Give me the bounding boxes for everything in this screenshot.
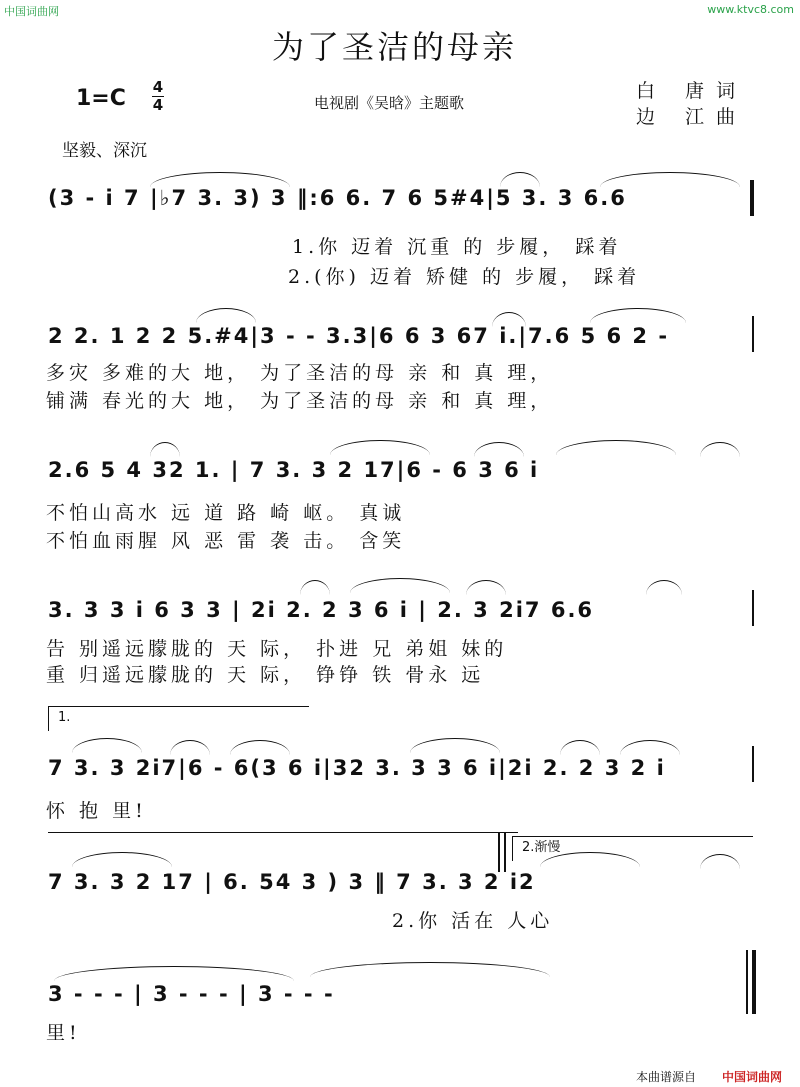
score-line-4-verse-1: 告 别遥远朦胧的 天 际， 扑进 兄 弟姐 妹的	[46, 638, 508, 660]
score-line-4-verse-2: 重 归遥远朦胧的 天 际， 铮铮 铁 骨永 远	[46, 664, 485, 686]
score-line-1-verse-1: 1.你 迈着 沉重 的 步履， 踩着	[292, 236, 622, 258]
score-line-3-verse-1: 不怕山高水 远 道 路 崎 岖。 真诚	[46, 502, 406, 524]
slur	[590, 308, 686, 323]
score-line-1-notes: (3 - i 7 |♭7 3. 3) 3 ‖:6 6. 7 6 5#4|5 3. 3 6.6	[48, 186, 627, 210]
final-barline-thick	[752, 950, 756, 1014]
score-line-7-notes: 3 - - - | 3 - - - | 3 - - -	[48, 982, 335, 1006]
barline	[498, 832, 500, 872]
meter-top: 4	[152, 78, 164, 96]
score-line-2-verse-2: 铺满 春光的大 地， 为了圣洁的母 亲 和 真 理，	[46, 390, 554, 412]
score-line-2-verse-1: 多灾 多难的大 地， 为了圣洁的母 亲 和 真 理，	[46, 362, 554, 384]
song-title: 为了圣洁的母亲	[272, 28, 518, 66]
subtitle: 电视剧《吴晗》主题歌	[314, 94, 465, 112]
slur	[556, 440, 676, 455]
slur	[72, 738, 142, 753]
barline	[750, 180, 754, 216]
volta-2-label: 2.渐慢	[522, 840, 561, 855]
tempo-marking: 坚毅、深沉	[62, 141, 147, 161]
time-signature	[152, 80, 164, 113]
slur	[492, 312, 526, 327]
barline	[504, 832, 506, 872]
slur	[230, 740, 290, 755]
slur	[500, 172, 540, 187]
lyricist-credit: 白 唐词	[636, 80, 748, 102]
score-line-6-notes: 7 3. 3 2 17 | 6. 54 3 ) 3 ‖ 7 3. 3 2 i2	[48, 870, 536, 894]
score-line-6-lyric: 2.你 活在 人心	[392, 910, 554, 932]
barline	[752, 590, 754, 626]
barline	[752, 746, 754, 782]
volta-end-line	[48, 832, 518, 833]
slur	[150, 172, 290, 187]
score-line-3-notes: 2.6 5 4 32 1. | 7 3. 3 2 17|6 - 6 3 6 i	[48, 458, 540, 482]
tie	[310, 962, 550, 977]
score-line-2-notes: 2 2. 1 2 2 5.#4|3 - - 3.3|6 6 3 67 i.|7.6 5 6 2 -	[48, 324, 670, 348]
volta-1-label: 1.	[58, 710, 71, 725]
slur	[72, 852, 172, 867]
slur	[150, 442, 180, 457]
score-line-5-lyric: 怀 抱 里!	[46, 800, 147, 822]
slur	[700, 442, 740, 457]
watermark-site-logo: 中国词曲网	[722, 1070, 783, 1084]
score-line-3-verse-2: 不怕血雨腥 风 恶 雷 袭 击。 含笑	[46, 530, 406, 552]
slur	[330, 440, 430, 455]
meter-bottom: 4	[152, 96, 164, 114]
watermark-source-label: 本曲谱源自	[636, 1070, 697, 1084]
slur	[350, 578, 450, 593]
score-line-1-verse-2: 2.(你) 迈着 矫健 的 步履， 踩着	[288, 266, 641, 288]
composer-credit: 边 江曲	[636, 106, 748, 128]
slur	[170, 740, 210, 755]
barline	[752, 316, 754, 352]
key-signature: 1=C	[76, 86, 126, 111]
slur	[474, 442, 524, 457]
score-line-4-notes: 3. 3 3 i 6 3 3 | 2i 2. 2 3 6 i | 2. 3 2i7 6.6	[48, 598, 595, 622]
final-barline-thin	[746, 950, 748, 1014]
score-line-5-notes: 7 3. 3 2i7|6 - 6(3 6 i|32 3. 3 3 6 i|2i 2. 2 3 2 i	[48, 756, 666, 780]
slur	[466, 580, 506, 595]
slur	[300, 580, 330, 595]
slur	[196, 308, 256, 323]
slur	[560, 740, 600, 755]
slur	[600, 172, 740, 187]
slur	[410, 738, 500, 753]
slur	[620, 740, 680, 755]
slur	[646, 580, 682, 595]
watermark-site-url: www.ktvc8.com	[707, 3, 794, 16]
volta-bracket-1	[48, 706, 309, 731]
score-line-7-lyric: 里!	[46, 1022, 81, 1044]
watermark-site-name: 中国词曲网	[4, 5, 59, 18]
tie	[54, 966, 294, 981]
